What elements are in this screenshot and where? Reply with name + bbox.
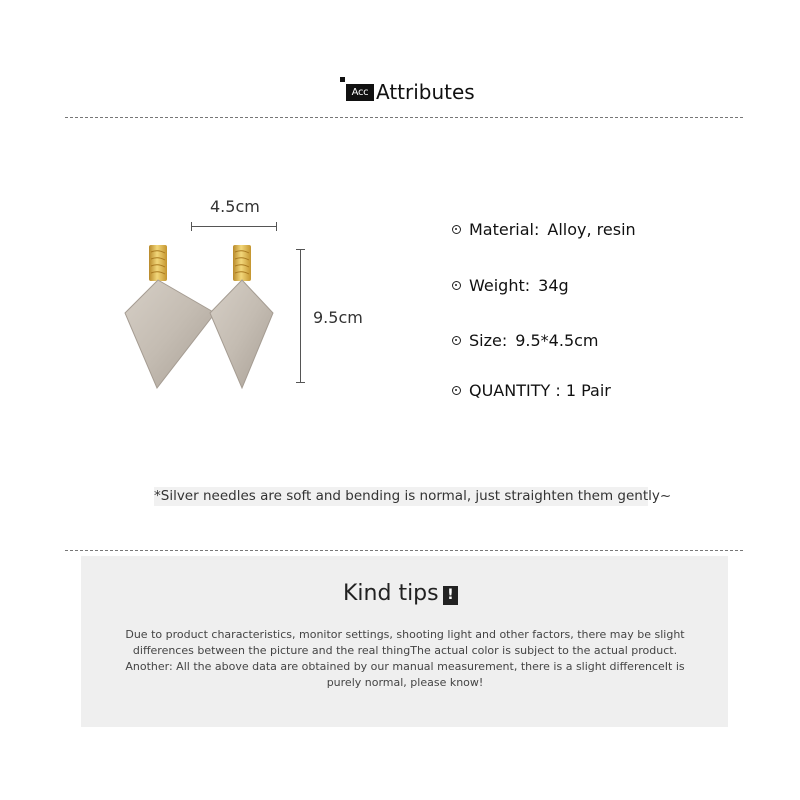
height-dimension-line <box>300 249 301 383</box>
tips-line: Another: All the above data are obtained by our manual measurement, there is a slight differenceIt is <box>125 660 685 673</box>
left-earring <box>125 245 215 388</box>
exclamation-icon: ! <box>443 586 458 605</box>
spec-label: Material: <box>469 220 540 239</box>
tips-line: purely normal, please know! <box>326 676 484 689</box>
right-earring <box>210 245 273 388</box>
bullet-icon <box>452 386 461 395</box>
spec-value: Alloy, resin <box>547 220 636 239</box>
divider-bottom <box>65 550 743 551</box>
spec-material <box>452 220 636 239</box>
care-note: *Silver needles are soft and bending is normal, just straighten them gently~ <box>154 488 672 504</box>
bullet-icon <box>452 225 461 234</box>
width-label: 4.5cm <box>210 197 260 216</box>
height-label: 9.5cm <box>313 308 363 327</box>
spec-value: 34g <box>538 276 569 295</box>
divider-top <box>65 117 743 118</box>
page-title: Attributes <box>376 80 475 104</box>
spec-label: Size: <box>469 331 508 350</box>
spec-quantity <box>452 381 611 400</box>
spec-size <box>452 331 599 350</box>
earrings-image <box>115 240 285 395</box>
spec-value: 9.5*4.5cm <box>515 331 599 350</box>
width-dimension-line <box>191 226 277 227</box>
tips-body <box>110 627 700 691</box>
spec-weight <box>452 276 569 295</box>
header-dot <box>340 77 345 82</box>
tips-title: Kind tips <box>343 581 439 606</box>
header-badge: Acc <box>346 84 374 101</box>
tips-line: Due to product characteristics, monitor settings, shooting light and other factors, there may be slight <box>125 628 685 641</box>
bullet-icon <box>452 336 461 345</box>
bullet-icon <box>452 281 461 290</box>
spec-label: Weight: <box>469 276 531 295</box>
spec-label: QUANTITY : 1 Pair <box>469 381 611 400</box>
tips-line: differences between the picture and the real thingThe actual color is subject to the actual product. <box>132 644 678 657</box>
